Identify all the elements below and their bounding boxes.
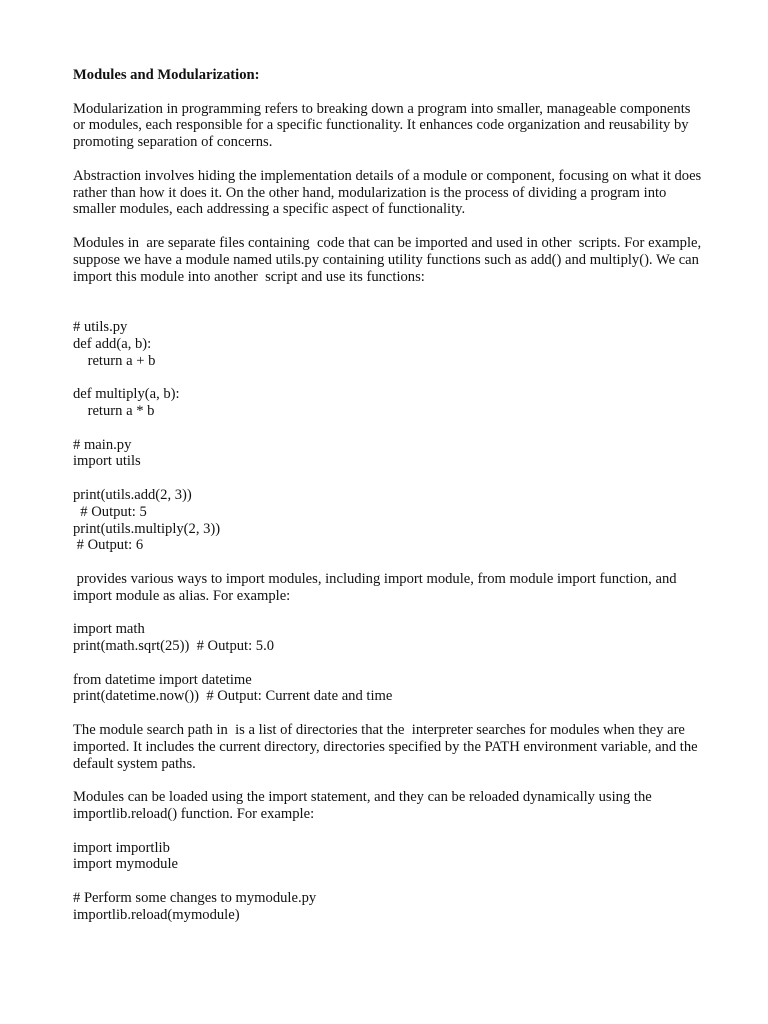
code-line: return a + b [73, 352, 156, 369]
code-line: # Output: 5 [73, 503, 147, 520]
code-line: from datetime import datetime [73, 671, 252, 688]
code-line: print(datetime.now()) # Output: Current date and time [73, 688, 393, 705]
code-line: return a * b [73, 402, 155, 419]
paragraph-search-path: The module search path in is a list of directories that the interpreter searches for modules when they are imported. It includes the current directory, directories specified by the PATH environment variable, and the default system paths. [73, 722, 702, 772]
paragraph-abstraction: Abstraction involves hiding the implementation details of a module or component, focusing on what it does rather than how it does it. On the other hand, modularization is the process of dividing a program into smaller modules, each addressing a specific aspect of functionality. [73, 167, 705, 218]
code-line: importlib.reload(mymodule) [73, 906, 240, 923]
code-line: print(utils.multiply(2, 3)) [73, 520, 221, 537]
code-line: import importlib [73, 839, 170, 856]
code-line: print(utils.add(2, 3)) [73, 486, 192, 503]
code-block-reload [73, 840, 703, 924]
code-line: print(math.sqrt(25)) # Output: 5.0 [73, 638, 275, 655]
code-line: def multiply(a, b): [73, 386, 180, 403]
blank-line [73, 302, 703, 319]
code-line: # utils.py [73, 318, 128, 335]
code-line: import utils [73, 453, 141, 470]
code-line: import math [73, 621, 145, 638]
paragraph-modules: Modules in are separate files containing code that can be imported and used in other scripts. For example, suppose we have a module named utils.py containing utility functions such as add() and multiply(). We can import this module into another script and use its functions: [73, 234, 705, 285]
blank-line [73, 554, 703, 571]
code-line [73, 655, 703, 672]
code-line: def add(a, b): [73, 335, 152, 352]
code-line: import mymodule [73, 856, 178, 873]
paragraph-import-ways: provides various ways to import modules, including import module, from module import function, and import module as alias. For example: [73, 570, 681, 604]
blank-line [73, 705, 703, 722]
code-block-utils [73, 319, 703, 554]
code-line [73, 470, 703, 487]
code-line [73, 873, 703, 890]
code-line: # Output: 6 [73, 537, 144, 554]
document-title: Modules and Modularization: [73, 67, 260, 83]
paragraph-reload: Modules can be loaded using the import statement, and they can be reloaded dynamically using the importlib.reload() function. For example: [73, 789, 656, 823]
code-line: # main.py [73, 436, 132, 453]
code-line: # Perform some changes to mymodule.py [73, 890, 317, 907]
code-block-imports [73, 621, 703, 705]
code-line [73, 420, 703, 437]
code-line [73, 369, 703, 386]
paragraph-modularization: Modularization in programming refers to breaking down a program into smaller, manageable components or modules, each responsible for a specific functionality. It enhances code organization and reusability by promoting separation of concerns. [73, 100, 695, 151]
document-page [73, 67, 703, 924]
